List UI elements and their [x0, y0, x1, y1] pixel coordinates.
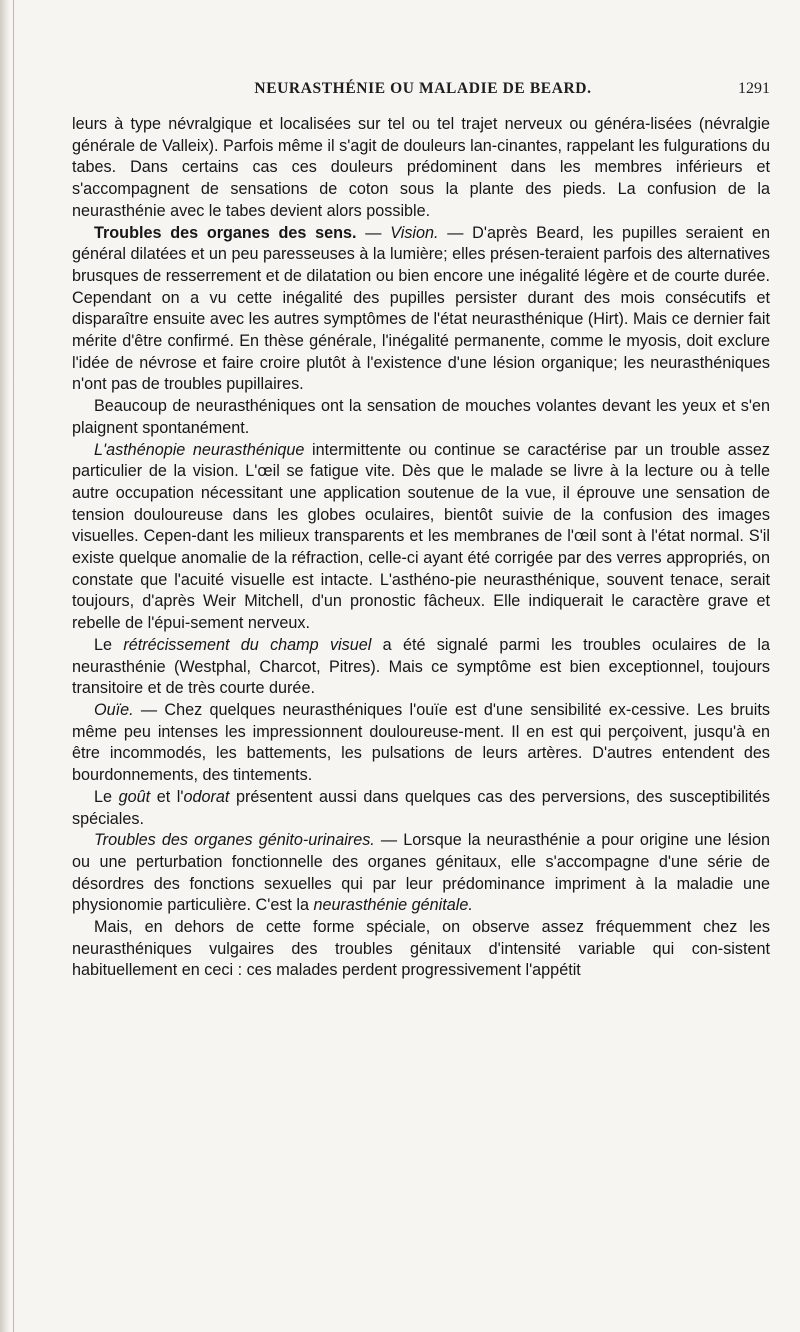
paragraph-taste-smell [72, 787, 770, 830]
section-heading-sense-organs: Troubles des organes des sens. [94, 223, 357, 242]
paragraph-text: Chez quelques neurasthéniques l'ouïe est d'une sensibilité ex-cessive. Les bruits même peu intenses les impressionnent douloureuse-ment. Il en est qui perçoivent, jusqu'à en être incommodés, les battements, les pulsations de leurs artères. D'autres entendent des bourdonnements, des tintements. [72, 700, 770, 785]
paragraph-tabes-pain [72, 114, 770, 223]
subsection-heading-hearing: Ouïe. [94, 700, 134, 719]
paragraph-visual-field [72, 635, 770, 700]
term-smell: odorat [183, 787, 230, 806]
dash-separator: — [140, 700, 165, 719]
term-taste: goût [118, 787, 151, 806]
paragraph-text: Lorsque la neurasthénie a pour origine une lésion ou une perturbation fonctionnelle des organes génitaux, elle s'accompagne d'une série de désordres des fonctions sexuelles qui par leur prédominance impriment à la maladie une physionomie particulière. C'est la [72, 831, 771, 915]
paragraph-hearing [72, 700, 770, 787]
running-head: NEURASTHÉNIE OU MALADIE DE BEARD. [254, 80, 592, 97]
paragraph-flying-spots [72, 396, 770, 439]
paragraph-text: présentent aussi dans quelques cas des perversions, des susceptibilités spéciales. [72, 787, 770, 828]
paragraph-text: leurs à type névralgique et localisées sur tel ou tel trajet nerveux ou généra-lisées (névralgie générale de Valleix). Parfois même il s'agit de douleurs lan-cinantes, rappelant les fulgurations du tabes. Dans certains cas ces douleurs prédominent dans les membres inférieurs et s'accompagnent de sensations de coton sous la plante des pieds. La confusion de la neurasthénie avec le tabes devient alors possible. [72, 115, 770, 220]
term-genital-neurasthenia: neurasthénie génitale. [313, 896, 473, 915]
paragraph-asthenopia [72, 440, 770, 635]
page-number: 1291 [738, 80, 770, 97]
paragraph-text: intermittente ou continue se caractérise par un trouble assez particulier de la vision. L'œil se fatigue vite. Dès que le malade se livre à la lecture ou à telle autre occupation nécessitant une application soutenue de la vue, il éprouve une sensation de tension douloureuse dans les globes oculaires, bientôt suivie de la confusion des images visuelles. Cepen-dant les milieux transparents et les membranes de l'œil sont à l'état normal. S'il existe quelque anomalie de la réfraction, celle-ci ayant été corrigée par des verres appropriés, on constate que l'acuité visuelle est intacte. L'asthéno-pie neurasthénique, souvent tenace, serait toujours, d'après Weir Mitchell, d'un pronostic fâcheux. Elle indiquerait le caractère grave et rebelle de l'épui-sement nerveux. [72, 440, 771, 633]
body-text [72, 114, 770, 982]
paragraph-text: a été signalé parmi les troubles oculaires de la neurasthénie (Westphal, Charcot, Pitres). Mais ce symptôme est bien exceptionnel, toujours transitoire et de très courte durée. [72, 635, 771, 698]
paragraph-genito-urinary [72, 830, 770, 917]
subsection-heading-vision: Vision. [390, 223, 439, 242]
page-binding-edge [0, 0, 10, 1332]
paragraph-text: D'après Beard, les pupilles seraient en général dilatées et un peu paresseuses à la lumière; elles présen-teraient parfois des alternatives brusques de resserrement et de dilatation ou bien encore une inégalité légère et de courte durée. Cependant on a vu cette inégalité des pupilles persister durant des mois consécutifs et disparaître ensuite avec les autres symptômes de l'état neurasthénique (Hirt). Mais ce dernier fait mérite d'être confirmé. En thèse générale, l'inégalité permanente, comme le myosis, doit exclure l'idée de névrose et faire croire plutôt à l'existence d'une lésion organique; les neurasthéniques n'ont pas de troubles pupillaires. [72, 223, 770, 394]
paragraph-text: Mais, en dehors de cette forme spéciale, on observe assez fréquemment chez les neurasthéniques vulgaires des troubles génitaux d'intensité variable qui con-sistent habituellement en ceci : ces malades perdent progressivement l'appétit [72, 918, 770, 980]
page-header [76, 80, 770, 108]
dash-separator: — [447, 223, 473, 242]
connector-text: et l' [156, 787, 184, 806]
paragraph-text: Beaucoup de neurasthéniques ont la sensation de mouches volantes devant les yeux et s'en plaignent spontanément. [72, 397, 770, 437]
page-binding-line [13, 0, 14, 1332]
dash-separator: — [380, 831, 404, 850]
dash-separator: — [365, 223, 391, 242]
lead-article: Le [94, 635, 113, 654]
term-asthenopia: L'asthénopie neurasthénique [94, 440, 305, 459]
section-heading-genito-urinary: Troubles des organes génito-urinaires. [94, 831, 375, 850]
term-visual-field: rétrécissement du champ visuel [123, 635, 372, 654]
paragraph-genital-troubles [72, 917, 770, 982]
paragraph-vision [72, 223, 770, 397]
lead-article: Le [94, 787, 113, 806]
